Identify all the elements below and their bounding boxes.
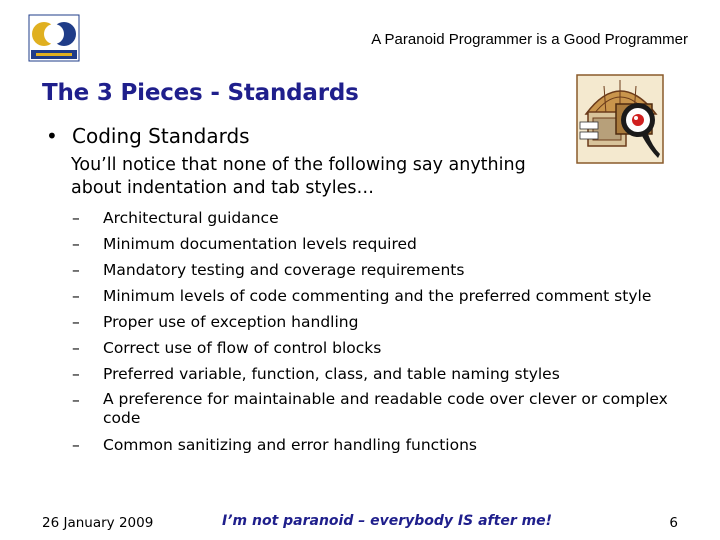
list-item (72, 205, 682, 231)
list-item-text: Mandatory testing and coverage requirements (103, 261, 465, 279)
dash-marker: – (72, 436, 80, 454)
dash-marker: – (72, 313, 80, 331)
bullet-text: Coding Standards (72, 124, 250, 148)
dash-marker: – (72, 339, 80, 357)
list-item-text: Proper use of exception handling (103, 313, 359, 331)
dash-marker: – (72, 235, 80, 253)
standards-list (72, 205, 682, 458)
intro-text: You’ll notice that none of the following say anything about indentation and tab styles… (71, 155, 526, 198)
footer-tagline: I’m not paranoid – everybody IS after me! (222, 513, 553, 529)
list-item (72, 387, 682, 432)
dash-marker: – (72, 391, 80, 409)
list-item-text: Correct use of flow of control blocks (103, 339, 382, 357)
header-title: A Paranoid Programmer is a Good Programmer (371, 31, 688, 48)
list-item-text: Architectural guidance (103, 209, 279, 227)
page-number: 6 (669, 515, 678, 531)
bullet-marker: • (46, 124, 58, 148)
footer-date: 26 January 2009 (42, 515, 154, 531)
list-item-text: Preferred variable, function, class, and table naming styles (103, 365, 560, 383)
list-item (72, 283, 682, 309)
list-item (72, 309, 682, 335)
list-item-text: A preference for maintainable and readable code over clever or complex code (103, 390, 668, 427)
list-item (72, 335, 682, 361)
dash-marker: – (72, 261, 80, 279)
list-item (72, 257, 682, 283)
dash-marker: – (72, 365, 80, 383)
organization-logo (28, 14, 80, 62)
dash-marker: – (72, 209, 80, 227)
list-item (72, 361, 682, 387)
slide-title: The 3 Pieces - Standards (42, 80, 359, 106)
eye-spy-clipart (576, 74, 664, 164)
list-item (72, 432, 682, 458)
list-item-text: Minimum levels of code commenting and the preferred comment style (103, 287, 652, 305)
main-bullet (46, 124, 250, 148)
list-item (72, 231, 682, 257)
list-item-text: Minimum documentation levels required (103, 235, 417, 253)
dash-marker: – (72, 287, 80, 305)
list-item-text: Common sanitizing and error handling functions (103, 436, 477, 454)
